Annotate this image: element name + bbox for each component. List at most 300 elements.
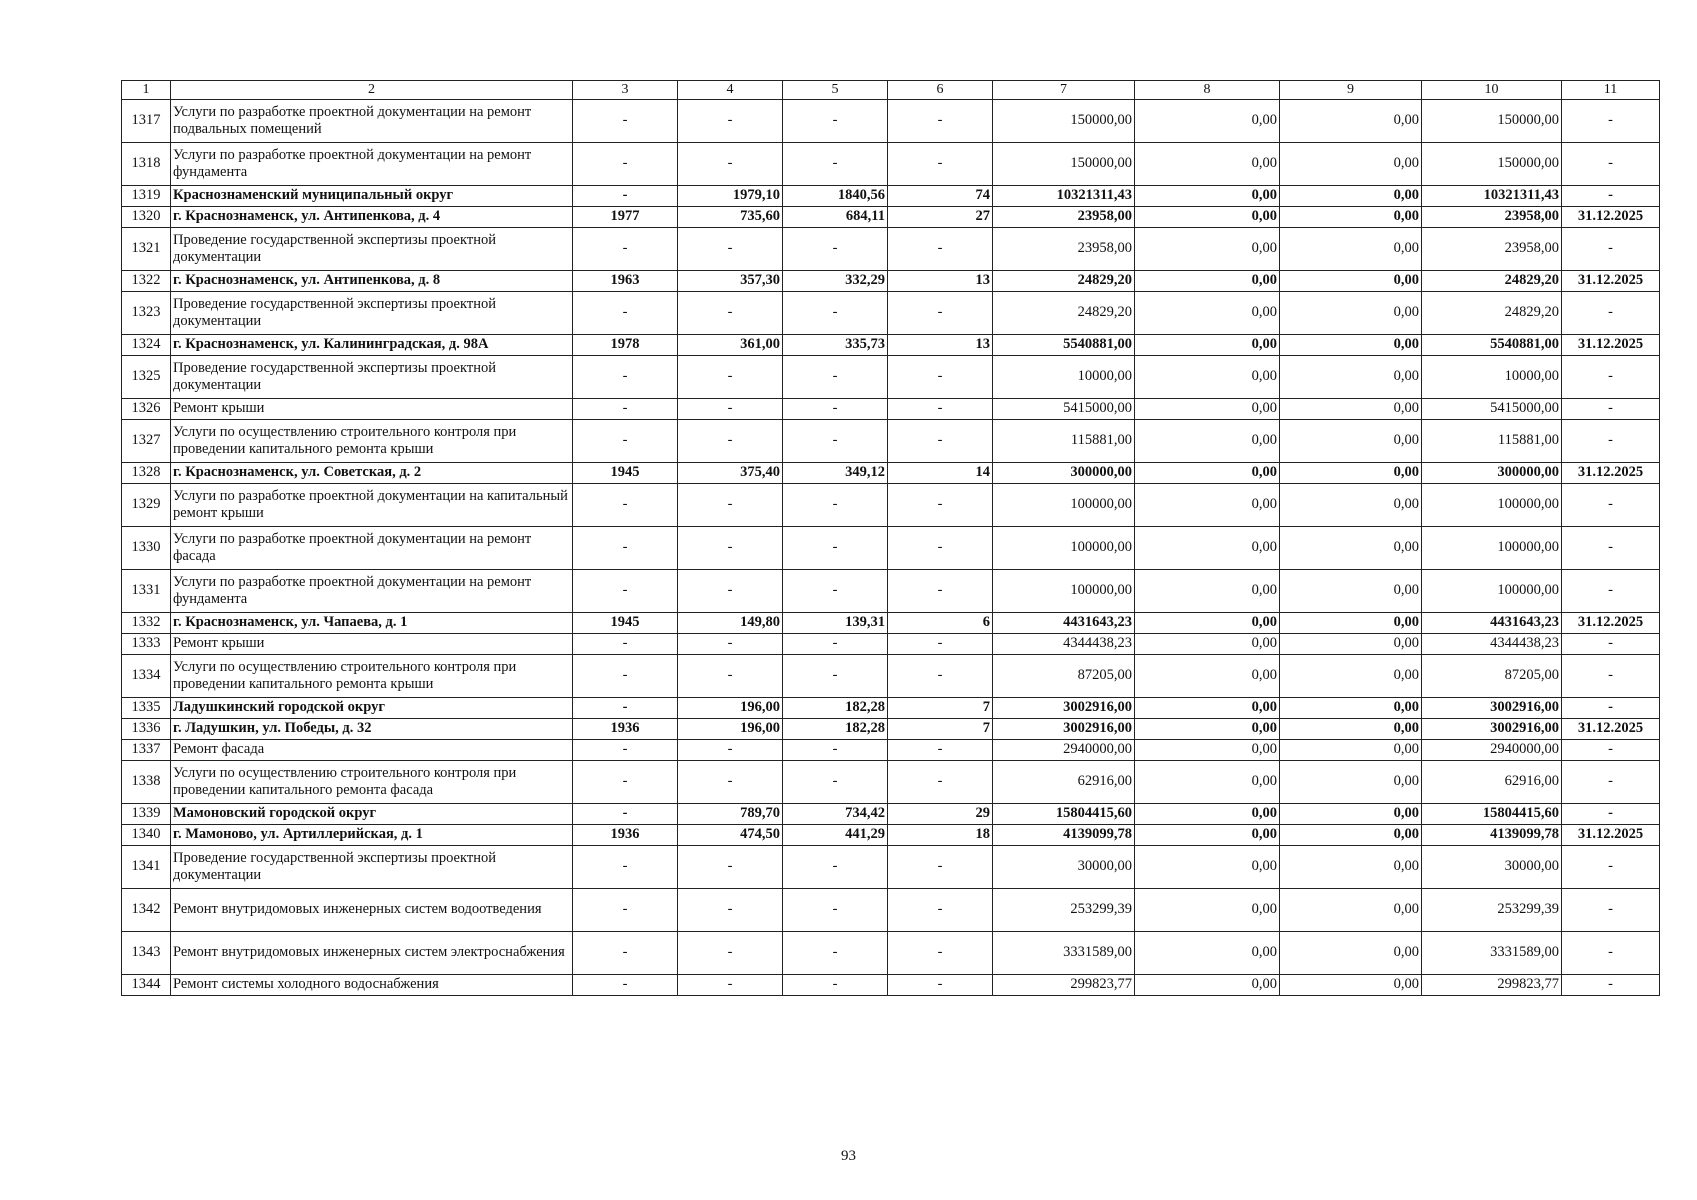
fund-regional-cell: 0,00 — [1280, 100, 1422, 143]
table-row — [122, 613, 1660, 634]
total-area-cell: 196,00 — [678, 719, 783, 740]
fund-federal-cell: 0,00 — [1135, 761, 1280, 804]
fund-regional-cell: 0,00 — [1280, 527, 1422, 570]
living-area-cell: - — [783, 846, 888, 889]
living-area-cell: - — [783, 399, 888, 420]
table-row — [122, 527, 1660, 570]
deadline-cell: - — [1562, 399, 1660, 420]
column-number-row — [122, 81, 1660, 100]
row-number-cell: 1343 — [122, 932, 171, 975]
table-row — [122, 740, 1660, 761]
fund-regional-cell: 0,00 — [1280, 463, 1422, 484]
column-header: 6 — [888, 81, 993, 100]
fund-owners-cell: 4139099,78 — [1422, 825, 1562, 846]
deadline-cell: - — [1562, 356, 1660, 399]
living-area-cell: - — [783, 634, 888, 655]
fund-regional-cell: 0,00 — [1280, 932, 1422, 975]
year-built-cell: - — [573, 143, 678, 186]
total-cost-cell: 4344438,23 — [993, 634, 1135, 655]
fund-regional-cell: 0,00 — [1280, 740, 1422, 761]
deadline-cell: - — [1562, 186, 1660, 207]
table-row — [122, 207, 1660, 228]
fund-federal-cell: 0,00 — [1135, 634, 1280, 655]
year-built-cell: - — [573, 932, 678, 975]
item-name-cell: Ремонт крыши — [171, 634, 573, 655]
total-area-cell: - — [678, 356, 783, 399]
row-number-cell: 1337 — [122, 740, 171, 761]
row-number-cell: 1335 — [122, 698, 171, 719]
item-name-cell: Проведение государственной экспертизы проектной документации — [171, 292, 573, 335]
fund-federal-cell: 0,00 — [1135, 228, 1280, 271]
total-area-cell: - — [678, 846, 783, 889]
fund-owners-cell: 100000,00 — [1422, 484, 1562, 527]
residents-cell: 14 — [888, 463, 993, 484]
total-area-cell: - — [678, 527, 783, 570]
item-name-cell: Проведение государственной экспертизы проектной документации — [171, 846, 573, 889]
fund-federal-cell: 0,00 — [1135, 143, 1280, 186]
total-cost-cell: 15804415,60 — [993, 804, 1135, 825]
total-area-cell: 1979,10 — [678, 186, 783, 207]
row-number-cell: 1338 — [122, 761, 171, 804]
table-row — [122, 570, 1660, 613]
fund-regional-cell: 0,00 — [1280, 613, 1422, 634]
row-number-cell: 1328 — [122, 463, 171, 484]
total-cost-cell: 24829,20 — [993, 271, 1135, 292]
fund-federal-cell: 0,00 — [1135, 271, 1280, 292]
row-number-cell: 1336 — [122, 719, 171, 740]
living-area-cell: 182,28 — [783, 698, 888, 719]
total-area-cell: - — [678, 634, 783, 655]
item-name-cell: Мамоновский городской округ — [171, 804, 573, 825]
total-area-cell: - — [678, 484, 783, 527]
table-row — [122, 100, 1660, 143]
item-name-cell: г. Краснознаменск, ул. Чапаева, д. 1 — [171, 613, 573, 634]
fund-owners-cell: 87205,00 — [1422, 655, 1562, 698]
fund-federal-cell: 0,00 — [1135, 420, 1280, 463]
item-name-cell: Услуги по осуществлению строительного контроля при проведении капитального ремонта крыши — [171, 420, 573, 463]
fund-federal-cell: 0,00 — [1135, 527, 1280, 570]
fund-federal-cell: 0,00 — [1135, 335, 1280, 356]
residents-cell: - — [888, 740, 993, 761]
living-area-cell: - — [783, 975, 888, 996]
year-built-cell: 1945 — [573, 613, 678, 634]
deadline-cell: - — [1562, 740, 1660, 761]
total-cost-cell: 23958,00 — [993, 228, 1135, 271]
row-number-cell: 1339 — [122, 804, 171, 825]
fund-federal-cell: 0,00 — [1135, 975, 1280, 996]
year-built-cell: - — [573, 100, 678, 143]
residents-cell: - — [888, 634, 993, 655]
total-cost-cell: 87205,00 — [993, 655, 1135, 698]
living-area-cell: - — [783, 356, 888, 399]
table-row — [122, 271, 1660, 292]
total-cost-cell: 24829,20 — [993, 292, 1135, 335]
column-header: 4 — [678, 81, 783, 100]
item-name-cell: Проведение государственной экспертизы проектной документации — [171, 356, 573, 399]
residents-cell: - — [888, 975, 993, 996]
fund-regional-cell: 0,00 — [1280, 889, 1422, 932]
fund-federal-cell: 0,00 — [1135, 207, 1280, 228]
fund-regional-cell: 0,00 — [1280, 698, 1422, 719]
row-number-cell: 1341 — [122, 846, 171, 889]
total-cost-cell: 100000,00 — [993, 570, 1135, 613]
fund-owners-cell: 24829,20 — [1422, 292, 1562, 335]
item-name-cell: Краснознаменский муниципальный округ — [171, 186, 573, 207]
item-name-cell: Услуги по осуществлению строительного контроля при проведении капитального ремонта фасада — [171, 761, 573, 804]
residents-cell: 6 — [888, 613, 993, 634]
total-area-cell: - — [678, 292, 783, 335]
column-header: 5 — [783, 81, 888, 100]
residents-cell: 29 — [888, 804, 993, 825]
living-area-cell: 335,73 — [783, 335, 888, 356]
fund-regional-cell: 0,00 — [1280, 719, 1422, 740]
living-area-cell: - — [783, 420, 888, 463]
deadline-cell: - — [1562, 143, 1660, 186]
fund-federal-cell: 0,00 — [1135, 889, 1280, 932]
year-built-cell: - — [573, 527, 678, 570]
table-row — [122, 228, 1660, 271]
residents-cell: 74 — [888, 186, 993, 207]
fund-owners-cell: 23958,00 — [1422, 228, 1562, 271]
residents-cell: - — [888, 143, 993, 186]
table-row — [122, 143, 1660, 186]
total-area-cell: - — [678, 228, 783, 271]
row-number-cell: 1332 — [122, 613, 171, 634]
year-built-cell: 1945 — [573, 463, 678, 484]
item-name-cell: Услуги по осуществлению строительного контроля при проведении капитального ремонта крыши — [171, 655, 573, 698]
fund-owners-cell: 62916,00 — [1422, 761, 1562, 804]
total-cost-cell: 3331589,00 — [993, 932, 1135, 975]
fund-federal-cell: 0,00 — [1135, 846, 1280, 889]
fund-federal-cell: 0,00 — [1135, 719, 1280, 740]
deadline-cell: 31.12.2025 — [1562, 207, 1660, 228]
fund-owners-cell: 30000,00 — [1422, 846, 1562, 889]
total-area-cell: - — [678, 655, 783, 698]
deadline-cell: - — [1562, 655, 1660, 698]
residents-cell: - — [888, 100, 993, 143]
table-row — [122, 186, 1660, 207]
row-number-cell: 1326 — [122, 399, 171, 420]
deadline-cell: - — [1562, 846, 1660, 889]
total-area-cell: 375,40 — [678, 463, 783, 484]
fund-regional-cell: 0,00 — [1280, 825, 1422, 846]
deadline-cell: 31.12.2025 — [1562, 719, 1660, 740]
item-name-cell: Услуги по разработке проектной документации на ремонт фундамента — [171, 570, 573, 613]
fund-regional-cell: 0,00 — [1280, 634, 1422, 655]
total-cost-cell: 3002916,00 — [993, 698, 1135, 719]
fund-regional-cell: 0,00 — [1280, 484, 1422, 527]
total-cost-cell: 100000,00 — [993, 527, 1135, 570]
total-area-cell: 361,00 — [678, 335, 783, 356]
living-area-cell: - — [783, 655, 888, 698]
table-row — [122, 719, 1660, 740]
total-cost-cell: 3002916,00 — [993, 719, 1135, 740]
fund-federal-cell: 0,00 — [1135, 484, 1280, 527]
year-built-cell: 1977 — [573, 207, 678, 228]
total-area-cell: - — [678, 932, 783, 975]
item-name-cell: Ремонт фасада — [171, 740, 573, 761]
column-header: 11 — [1562, 81, 1660, 100]
year-built-cell: - — [573, 804, 678, 825]
living-area-cell: - — [783, 292, 888, 335]
living-area-cell: - — [783, 932, 888, 975]
fund-owners-cell: 5415000,00 — [1422, 399, 1562, 420]
fund-regional-cell: 0,00 — [1280, 846, 1422, 889]
living-area-cell: - — [783, 100, 888, 143]
year-built-cell: - — [573, 356, 678, 399]
total-area-cell: 474,50 — [678, 825, 783, 846]
total-area-cell: - — [678, 420, 783, 463]
deadline-cell: - — [1562, 100, 1660, 143]
deadline-cell: 31.12.2025 — [1562, 463, 1660, 484]
year-built-cell: - — [573, 698, 678, 719]
deadline-cell: - — [1562, 761, 1660, 804]
total-area-cell: - — [678, 399, 783, 420]
fund-federal-cell: 0,00 — [1135, 804, 1280, 825]
fund-regional-cell: 0,00 — [1280, 761, 1422, 804]
total-cost-cell: 299823,77 — [993, 975, 1135, 996]
item-name-cell: Ремонт внутридомовых инженерных систем электроснабжения — [171, 932, 573, 975]
fund-regional-cell: 0,00 — [1280, 655, 1422, 698]
total-area-cell: 735,60 — [678, 207, 783, 228]
living-area-cell: - — [783, 484, 888, 527]
table-row — [122, 761, 1660, 804]
year-built-cell: - — [573, 761, 678, 804]
fund-federal-cell: 0,00 — [1135, 932, 1280, 975]
residents-cell: - — [888, 228, 993, 271]
page-number: 93 — [841, 1148, 856, 1164]
total-cost-cell: 150000,00 — [993, 100, 1135, 143]
table-row — [122, 292, 1660, 335]
table-row — [122, 846, 1660, 889]
year-built-cell: - — [573, 889, 678, 932]
table-row — [122, 698, 1660, 719]
row-number-cell: 1333 — [122, 634, 171, 655]
residents-cell: - — [888, 527, 993, 570]
fund-regional-cell: 0,00 — [1280, 271, 1422, 292]
deadline-cell: 31.12.2025 — [1562, 825, 1660, 846]
total-cost-cell: 30000,00 — [993, 846, 1135, 889]
residents-cell: - — [888, 420, 993, 463]
total-area-cell: - — [678, 761, 783, 804]
fund-owners-cell: 15804415,60 — [1422, 804, 1562, 825]
fund-federal-cell: 0,00 — [1135, 463, 1280, 484]
living-area-cell: 139,31 — [783, 613, 888, 634]
fund-owners-cell: 23958,00 — [1422, 207, 1562, 228]
fund-federal-cell: 0,00 — [1135, 570, 1280, 613]
total-cost-cell: 4431643,23 — [993, 613, 1135, 634]
deadline-cell: 31.12.2025 — [1562, 271, 1660, 292]
fund-regional-cell: 0,00 — [1280, 975, 1422, 996]
row-number-cell: 1317 — [122, 100, 171, 143]
total-cost-cell: 150000,00 — [993, 143, 1135, 186]
fund-federal-cell: 0,00 — [1135, 655, 1280, 698]
fund-owners-cell: 3002916,00 — [1422, 698, 1562, 719]
year-built-cell: - — [573, 740, 678, 761]
fund-regional-cell: 0,00 — [1280, 143, 1422, 186]
deadline-cell: - — [1562, 420, 1660, 463]
total-cost-cell: 300000,00 — [993, 463, 1135, 484]
year-built-cell: - — [573, 634, 678, 655]
row-number-cell: 1325 — [122, 356, 171, 399]
fund-regional-cell: 0,00 — [1280, 804, 1422, 825]
item-name-cell: Услуги по разработке проектной документации на ремонт фундамента — [171, 143, 573, 186]
fund-owners-cell: 4431643,23 — [1422, 613, 1562, 634]
item-name-cell: Услуги по разработке проектной документации на капитальный ремонт крыши — [171, 484, 573, 527]
column-header: 3 — [573, 81, 678, 100]
item-name-cell: г. Краснознаменск, ул. Советская, д. 2 — [171, 463, 573, 484]
item-name-cell: Ладушкинский городской округ — [171, 698, 573, 719]
column-header: 10 — [1422, 81, 1562, 100]
total-cost-cell: 253299,39 — [993, 889, 1135, 932]
fund-federal-cell: 0,00 — [1135, 292, 1280, 335]
table-row — [122, 634, 1660, 655]
deadline-cell: - — [1562, 804, 1660, 825]
deadline-cell: - — [1562, 698, 1660, 719]
table-row — [122, 484, 1660, 527]
row-number-cell: 1318 — [122, 143, 171, 186]
year-built-cell: 1936 — [573, 719, 678, 740]
fund-regional-cell: 0,00 — [1280, 356, 1422, 399]
residents-cell: - — [888, 761, 993, 804]
fund-federal-cell: 0,00 — [1135, 399, 1280, 420]
residents-cell: - — [888, 889, 993, 932]
fund-regional-cell: 0,00 — [1280, 570, 1422, 613]
fund-regional-cell: 0,00 — [1280, 399, 1422, 420]
row-number-cell: 1334 — [122, 655, 171, 698]
total-area-cell: - — [678, 570, 783, 613]
fund-owners-cell: 4344438,23 — [1422, 634, 1562, 655]
deadline-cell: - — [1562, 228, 1660, 271]
living-area-cell: 182,28 — [783, 719, 888, 740]
item-name-cell: г. Краснознаменск, ул. Калининградская, д. 98А — [171, 335, 573, 356]
residents-cell: 13 — [888, 271, 993, 292]
living-area-cell: 684,11 — [783, 207, 888, 228]
year-built-cell: - — [573, 975, 678, 996]
table-row — [122, 399, 1660, 420]
living-area-cell: - — [783, 761, 888, 804]
total-area-cell: - — [678, 143, 783, 186]
row-number-cell: 1322 — [122, 271, 171, 292]
fund-federal-cell: 0,00 — [1135, 100, 1280, 143]
fund-owners-cell: 3331589,00 — [1422, 932, 1562, 975]
table-row — [122, 825, 1660, 846]
total-cost-cell: 5540881,00 — [993, 335, 1135, 356]
living-area-cell: 332,29 — [783, 271, 888, 292]
fund-federal-cell: 0,00 — [1135, 613, 1280, 634]
fund-federal-cell: 0,00 — [1135, 740, 1280, 761]
year-built-cell: - — [573, 846, 678, 889]
total-cost-cell: 10321311,43 — [993, 186, 1135, 207]
table-row — [122, 889, 1660, 932]
fund-owners-cell: 3002916,00 — [1422, 719, 1562, 740]
row-number-cell: 1323 — [122, 292, 171, 335]
year-built-cell: - — [573, 570, 678, 613]
fund-regional-cell: 0,00 — [1280, 420, 1422, 463]
column-header: 7 — [993, 81, 1135, 100]
table-row — [122, 975, 1660, 996]
column-header: 1 — [122, 81, 171, 100]
living-area-cell: - — [783, 740, 888, 761]
row-number-cell: 1330 — [122, 527, 171, 570]
residents-cell: - — [888, 570, 993, 613]
deadline-cell: - — [1562, 932, 1660, 975]
item-name-cell: г. Краснознаменск, ул. Антипенкова, д. 8 — [171, 271, 573, 292]
fund-owners-cell: 2940000,00 — [1422, 740, 1562, 761]
row-number-cell: 1321 — [122, 228, 171, 271]
residents-cell: - — [888, 932, 993, 975]
fund-owners-cell: 253299,39 — [1422, 889, 1562, 932]
residents-cell: 7 — [888, 698, 993, 719]
deadline-cell: 31.12.2025 — [1562, 335, 1660, 356]
deadline-cell: - — [1562, 527, 1660, 570]
table-body — [122, 81, 1660, 996]
year-built-cell: - — [573, 655, 678, 698]
row-number-cell: 1329 — [122, 484, 171, 527]
residents-cell: - — [888, 655, 993, 698]
living-area-cell: - — [783, 228, 888, 271]
total-cost-cell: 100000,00 — [993, 484, 1135, 527]
fund-federal-cell: 0,00 — [1135, 356, 1280, 399]
deadline-cell: 31.12.2025 — [1562, 613, 1660, 634]
residents-cell: - — [888, 846, 993, 889]
living-area-cell: 734,42 — [783, 804, 888, 825]
total-cost-cell: 62916,00 — [993, 761, 1135, 804]
fund-owners-cell: 24829,20 — [1422, 271, 1562, 292]
total-cost-cell: 115881,00 — [993, 420, 1135, 463]
deadline-cell: - — [1562, 634, 1660, 655]
year-built-cell: 1978 — [573, 335, 678, 356]
year-built-cell: - — [573, 484, 678, 527]
total-area-cell: 789,70 — [678, 804, 783, 825]
row-number-cell: 1342 — [122, 889, 171, 932]
fund-owners-cell: 299823,77 — [1422, 975, 1562, 996]
table-row — [122, 420, 1660, 463]
total-area-cell: 149,80 — [678, 613, 783, 634]
total-area-cell: - — [678, 100, 783, 143]
deadline-cell: - — [1562, 292, 1660, 335]
total-area-cell: - — [678, 889, 783, 932]
total-area-cell: - — [678, 740, 783, 761]
table-row — [122, 804, 1660, 825]
total-cost-cell: 2940000,00 — [993, 740, 1135, 761]
year-built-cell: - — [573, 292, 678, 335]
residents-cell: - — [888, 399, 993, 420]
column-header: 2 — [171, 81, 573, 100]
table-row — [122, 463, 1660, 484]
row-number-cell: 1319 — [122, 186, 171, 207]
fund-owners-cell: 5540881,00 — [1422, 335, 1562, 356]
residents-cell: 13 — [888, 335, 993, 356]
fund-owners-cell: 100000,00 — [1422, 570, 1562, 613]
fund-federal-cell: 0,00 — [1135, 825, 1280, 846]
fund-federal-cell: 0,00 — [1135, 186, 1280, 207]
fund-owners-cell: 150000,00 — [1422, 100, 1562, 143]
fund-owners-cell: 10321311,43 — [1422, 186, 1562, 207]
deadline-cell: - — [1562, 889, 1660, 932]
item-name-cell: г. Краснознаменск, ул. Антипенкова, д. 4 — [171, 207, 573, 228]
column-header: 9 — [1280, 81, 1422, 100]
fund-owners-cell: 115881,00 — [1422, 420, 1562, 463]
fund-owners-cell: 150000,00 — [1422, 143, 1562, 186]
year-built-cell: 1936 — [573, 825, 678, 846]
row-number-cell: 1327 — [122, 420, 171, 463]
fund-regional-cell: 0,00 — [1280, 228, 1422, 271]
fund-regional-cell: 0,00 — [1280, 292, 1422, 335]
total-cost-cell: 4139099,78 — [993, 825, 1135, 846]
register-table — [121, 80, 1660, 996]
living-area-cell: - — [783, 527, 888, 570]
